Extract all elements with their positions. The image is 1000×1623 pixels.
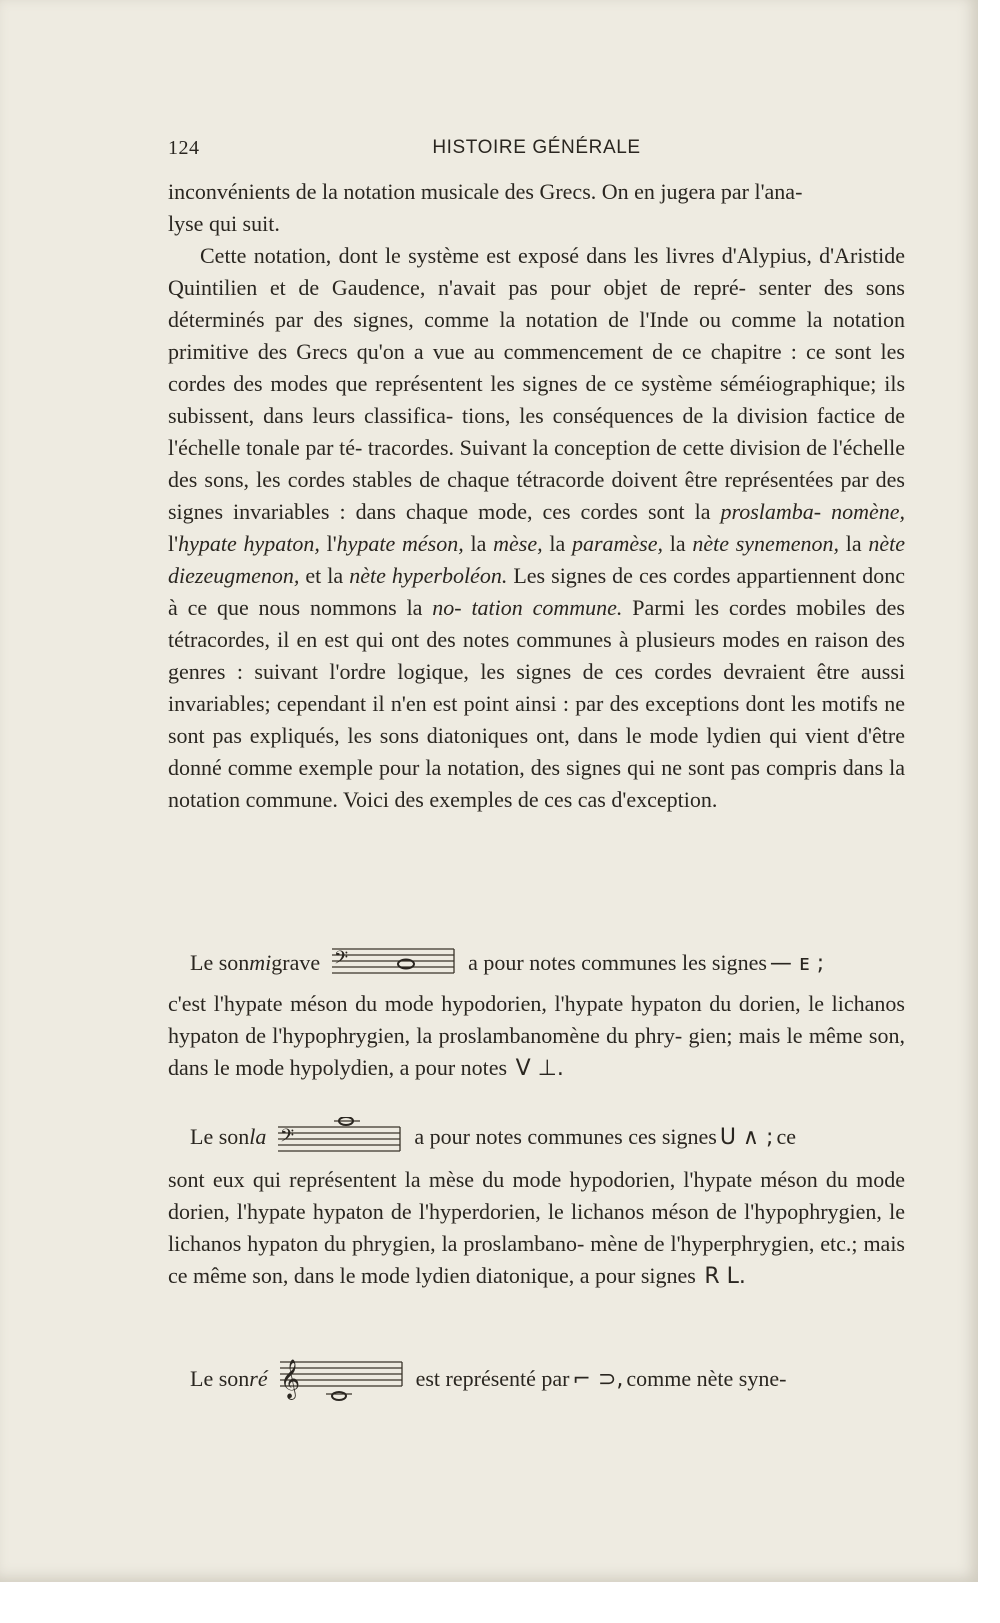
text-run: la bbox=[838, 531, 869, 556]
example-la-alt-signs: R L. bbox=[704, 1264, 746, 1289]
text-run: la bbox=[542, 531, 572, 556]
text-run: la bbox=[463, 531, 494, 556]
term-nete-synemenon: nète synemenon, bbox=[692, 531, 839, 556]
example-re-line bbox=[190, 1357, 786, 1401]
example-la-continuation: sont eux qui représentent la mèse du mode hypodorien, l'hypate méson du mode dorien, l'hypate hypaton de l'hyperdorien, le lichanos méson de l'hypophrygien, le lichanos hypaton du phrygien, la proslambano- mène de l'hyperphrygien, etc.; mais ce même son, dans le mode lydien diatonique, a pour signes bbox=[168, 1167, 905, 1288]
term-paramese: paramèse, bbox=[571, 531, 663, 556]
example-la-suffix: a pour notes communes ces signes bbox=[414, 1124, 717, 1149]
bass-clef-staff-la-icon bbox=[276, 1117, 404, 1157]
example-mi-line bbox=[190, 941, 827, 985]
example-mi-prefix: Le son bbox=[190, 950, 250, 975]
example-la-line bbox=[190, 1115, 796, 1159]
term-notation-commune: no- tation commune. bbox=[432, 595, 623, 620]
paragraph-1-line-2: lyse qui suit. bbox=[168, 211, 280, 236]
example-mi-alt-signs: V ⊥. bbox=[515, 1056, 564, 1081]
paragraph-1-line-1: inconvénients de la notation musicale des Grecs. On en jugera par l'ana- bbox=[168, 179, 803, 204]
text-run: la bbox=[663, 531, 693, 556]
example-re-prefix: Le son bbox=[190, 1366, 250, 1391]
example-mi-suffix: a pour notes communes les signes bbox=[468, 950, 767, 975]
page-number: 124 bbox=[168, 137, 200, 159]
term-mese: mèse, bbox=[493, 531, 543, 556]
term-nete-diezeugmenon: nète diezeugmenon, bbox=[168, 531, 905, 588]
term-proslambanomene: proslamba- nomène, bbox=[720, 499, 905, 524]
bass-clef-staff-mi-icon bbox=[330, 943, 458, 983]
example-re-after: comme nète syne- bbox=[626, 1366, 787, 1391]
example-mi-signs: — ᴇ ; bbox=[769, 950, 825, 976]
term-hypate-hypaton: hypate hypaton, bbox=[178, 531, 320, 556]
paragraph-2 bbox=[168, 240, 905, 816]
treble-clef-staff-re-icon bbox=[278, 1356, 406, 1402]
text-run: Les signes de ces cordes appartiennent donc à ce que nous nommons la bbox=[168, 563, 906, 620]
example-mi-note: mi bbox=[249, 950, 272, 975]
term-nete-hyperboleon: nète hyperboléon. bbox=[349, 563, 508, 588]
text-run: l' bbox=[319, 531, 337, 556]
term-hypate-meson: hypate méson, bbox=[336, 531, 464, 556]
paragraph-1 bbox=[168, 176, 905, 240]
text-run: Parmi les cordes mobiles des tétracordes, il en est qui ont des notes communes à plusieurs modes en raison des genres : suivant l'ordre logique, les signes de ces cordes devraient être aussi invariables; cependant il n'en est point ainsi : par des exceptions dont les motifs ne sont pas expliqués, les sons diatoniques ont, dans le mode lydien qui vient d'être donné comme exemple pour la notation, des signes qui ne sont pas compris dans la notation commune. Voici des exemples de ces cas d'exception. bbox=[168, 595, 905, 812]
svg-text:𝄞: 𝄞 bbox=[279, 1359, 300, 1399]
text-run: et la bbox=[299, 563, 350, 588]
example-la-note: la bbox=[249, 1124, 267, 1149]
example-la-signs: U ∧ ; bbox=[719, 1124, 774, 1150]
example-mi-continuation: c'est l'hypate méson du mode hypodorien, l'hypate hypaton du dorien, le lichanos hypaton de l'hypophrygien, la proslambanomène du phry- gien; mais le même son, dans le mode hypolydien, a pour notes bbox=[168, 991, 905, 1080]
example-la-text bbox=[168, 1164, 905, 1293]
example-re-signs: ⌐ ⊃, bbox=[572, 1366, 624, 1392]
svg-text:𝄢: 𝄢 bbox=[334, 948, 349, 973]
example-re-note: ré bbox=[249, 1366, 268, 1391]
example-mi-text bbox=[168, 988, 905, 1085]
text-run: l' bbox=[168, 531, 179, 556]
example-la-prefix: Le son bbox=[190, 1124, 250, 1149]
page-header bbox=[168, 133, 905, 167]
main-text bbox=[168, 176, 905, 816]
example-la-after: ce bbox=[776, 1124, 796, 1149]
text-run: Cette notation, dont le système est exposé dans les livres d'Alypius, d'Aristide Quintilien et de Gaudence, n'avait pas pour objet de repré- senter des sons déterminés par des signes, comme la notation de l'Inde ou comme la notation primitive des Grecs qu'on a vue au commencement de ce chapitre : ce sont les cordes des modes que représentent les signes de ce système séméiographique; ils subissent, dans leurs classifica- tions, les conséquences de la division factice de l'échelle tonale par té- tracordes. Suivant la conception de cette division de l'échelle des sons, les cordes stables de chaque tétracorde doivent être représentées par des signes invariables : dans chaque mode, ces cordes sont la bbox=[168, 243, 905, 524]
example-re-suffix: est représenté par bbox=[415, 1366, 570, 1391]
svg-text:𝄢: 𝄢 bbox=[280, 1126, 295, 1151]
example-mi-grave: grave bbox=[271, 950, 321, 975]
running-title: HISTOIRE GÉNÉRALE bbox=[432, 137, 641, 158]
